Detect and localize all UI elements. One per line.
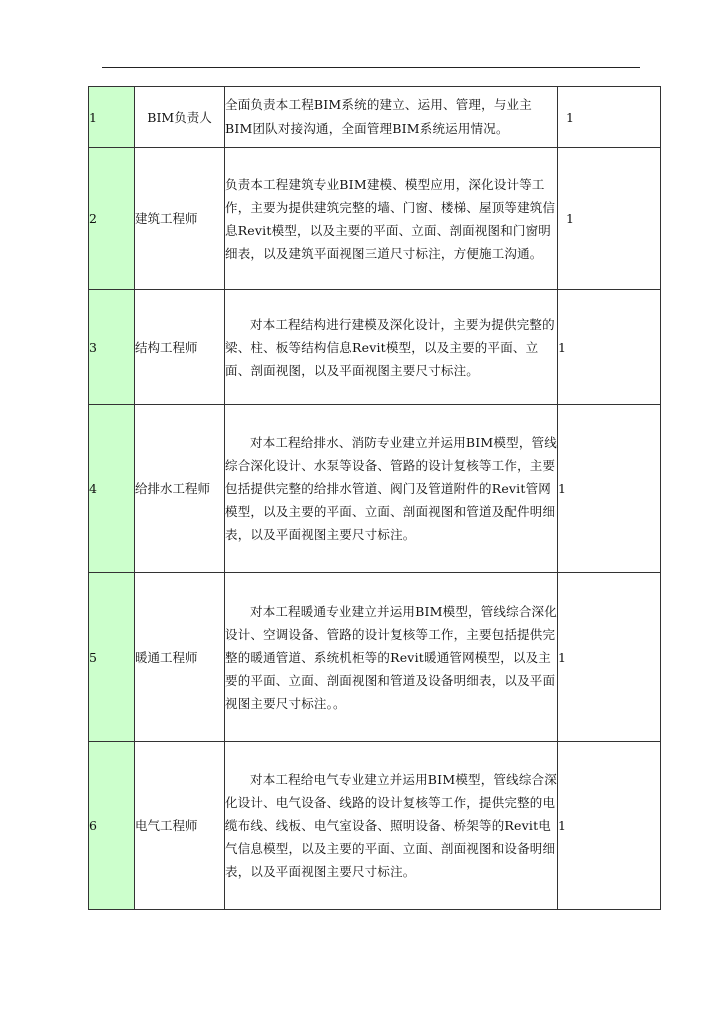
duty-description: 对本工程暖通专业建立并运用BIM模型，管线综合深化设计、空调设备、管路的设计复核等工作，主要包括提供完整的暖通管道、系统机柜等的Revit暖通管网模型，以及主要的平面、立面、剖面视图和管道及设备明细表，以及平面视图主要尺寸标注。。 xyxy=(225,603,557,711)
headcount: 1 xyxy=(558,742,661,910)
row-number: 2 xyxy=(89,148,135,290)
table-row xyxy=(89,87,661,148)
bim-staff-table xyxy=(88,86,661,910)
role-cell xyxy=(135,573,225,742)
headcount: 1 xyxy=(558,87,661,148)
role-name: 给排水工程师 xyxy=(135,481,211,496)
role-name: BIM负责人 xyxy=(147,109,212,125)
row-number: 5 xyxy=(89,573,135,742)
role-cell xyxy=(135,405,225,573)
duty-cell xyxy=(225,405,558,573)
duty-cell xyxy=(225,87,558,148)
table-row xyxy=(89,290,661,405)
duty-cell xyxy=(225,742,558,910)
duty-description: 负责本工程建筑专业BIM建模、模型应用，深化设计等工作，主要为提供建筑完整的墙、门窗、楼梯、屋顶等建筑信息Revit模型，以及主要的平面、立面、剖面视图和门窗明细表，以及建筑平面视图三道尺寸标注，方便施工沟通。 xyxy=(225,176,556,261)
row-number: 4 xyxy=(89,405,135,573)
role-cell xyxy=(135,742,225,910)
duty-description: 对本工程给排水、消防专业建立并运用BIM模型，管线综合深化设计、水泵等设备、管路的设计复核等工作，主要包括提供完整的给排水管道、阀门及管道附件的Revit管网模型，以及主要的平面、立面、剖面视图和管道及配件明细表，以及平面视图主要尺寸标注。 xyxy=(225,435,557,542)
headcount: 1 xyxy=(558,148,661,290)
duty-cell xyxy=(225,290,558,405)
headcount: 1 xyxy=(558,290,661,405)
role-name: 电气工程师 xyxy=(135,818,198,833)
role-cell xyxy=(135,290,225,405)
role-name: 暖通工程师 xyxy=(135,649,198,665)
duty-description: 全面负责本工程BIM系统的建立、运用、管理，与业主BIM团队对接沟通，全面管理BIM系统运用情况。 xyxy=(225,97,532,136)
row-number: 3 xyxy=(89,290,135,405)
duty-cell xyxy=(225,573,558,742)
table-row xyxy=(89,573,661,742)
row-number: 1 xyxy=(89,87,135,148)
table-row xyxy=(89,742,661,910)
table-row xyxy=(89,405,661,573)
role-cell xyxy=(135,87,225,148)
role-cell xyxy=(135,148,225,290)
headcount: 1 xyxy=(558,405,661,573)
role-name: 结构工程师 xyxy=(135,339,198,355)
duty-cell xyxy=(225,148,558,290)
role-name: 建筑工程师 xyxy=(135,211,198,226)
headcount: 1 xyxy=(558,573,661,742)
header-rule xyxy=(102,67,640,68)
table-row xyxy=(89,148,661,290)
duty-description: 对本工程给电气专业建立并运用BIM模型，管线综合深化设计、电气设备、线路的设计复核等工作，提供完整的电缆布线、线板、电气室设备、照明设备、桥架等的Revit电气信息模型，以及主要的平面、立面、剖面视图和设备明细表，以及平面视图主要尺寸标注。 xyxy=(225,772,557,879)
duty-description: 对本工程结构进行建模及深化设计，主要为提供完整的梁、柱、板等结构信息Revit模型，以及主要的平面、立面、剖面视图，以及平面视图主要尺寸标注。 xyxy=(225,316,555,378)
row-number: 6 xyxy=(89,742,135,910)
